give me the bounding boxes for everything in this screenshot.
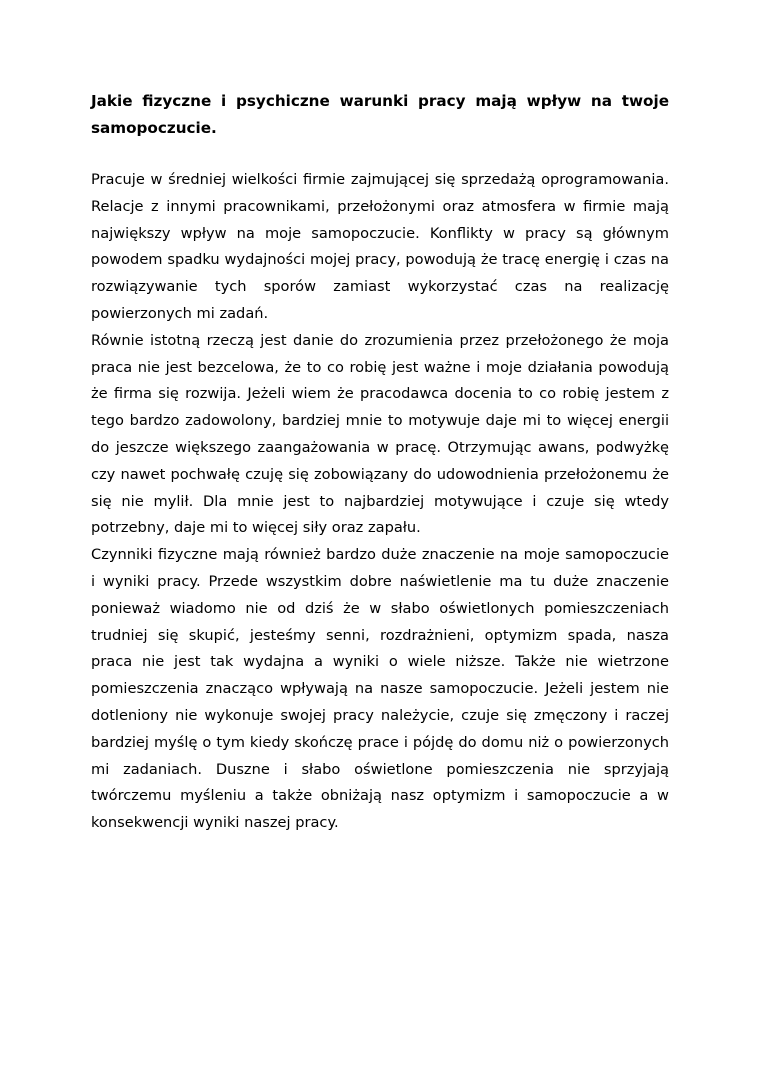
document-title: Jakie fizyczne i psychiczne warunki pracy mają wpływ na twoje samopoczucie. <box>91 92 669 137</box>
paragraph-relations: Pracuje w średniej wielkości firmie zajmującej się sprzedażą oprogramowania. Relacje z innymi pracownikami, przełożonymi oraz atmosfera w firmie mają największy wpływ na moje samopoczucie. Konflikty w pracy są głównym powodem spadku wydajności mojej pracy, powodują że tracę energię i czas na rozwiązywanie tych sporów zamiast wykorzystać czas na realizację powierzonych mi zadań. <box>91 171 669 322</box>
paragraph-appreciation: Równie istotną rzeczą jest danie do zrozumienia przez przełożonego że moja praca nie jest bezcelowa, że to co robię jest ważne i moje działania powodują że firma się rozwija. Jeżeli wiem że pracodawca docenia to co robię jestem z tego bardzo zadowolony, bardziej mnie to motywuje daje mi to więcej energii do jeszcze większego zaangażowania w pracę. Otrzymując awans, podwyżkę czy nawet pochwałę czuję się zobowiązany do udowodnienia przełożonemu że się nie mylił. Dla mnie jest to najbardziej motywujące i czuje się wtedy potrzebny, daje mi to więcej siły oraz zapału. <box>91 331 669 537</box>
document-body <box>91 167 669 837</box>
paragraph-physical-factors: Czynniki fizyczne mają również bardzo duże znaczenie na moje samopoczucie i wyniki pracy. Przede wszystkim dobre naświetlenie ma tu duże znaczenie ponieważ wiadomo nie od dziś że w słabo oświetlonych pomieszczeniach trudniej się skupić, jesteśmy senni, rozdrażnieni, optymizm spada, nasza praca nie jest tak wydajna a wyniki o wiele niższe. Także nie wietrzone pomieszczenia znacząco wpływają na nasze samopoczucie. Jeżeli jestem nie dotleniony nie wykonuje swojej pracy należycie, czuje się zmęczony i raczej bardziej myślę o tym kiedy skończę prace i pójdę do domu niż o powierzonych mi zadaniach. Duszne i słabo oświetlone pomieszczenia nie sprzyjają twórczemu myśleniu a także obniżają nasz optymizm i samopoczucie a w konsekwencji wyniki naszej pracy. <box>91 546 669 832</box>
document-page <box>91 88 669 837</box>
